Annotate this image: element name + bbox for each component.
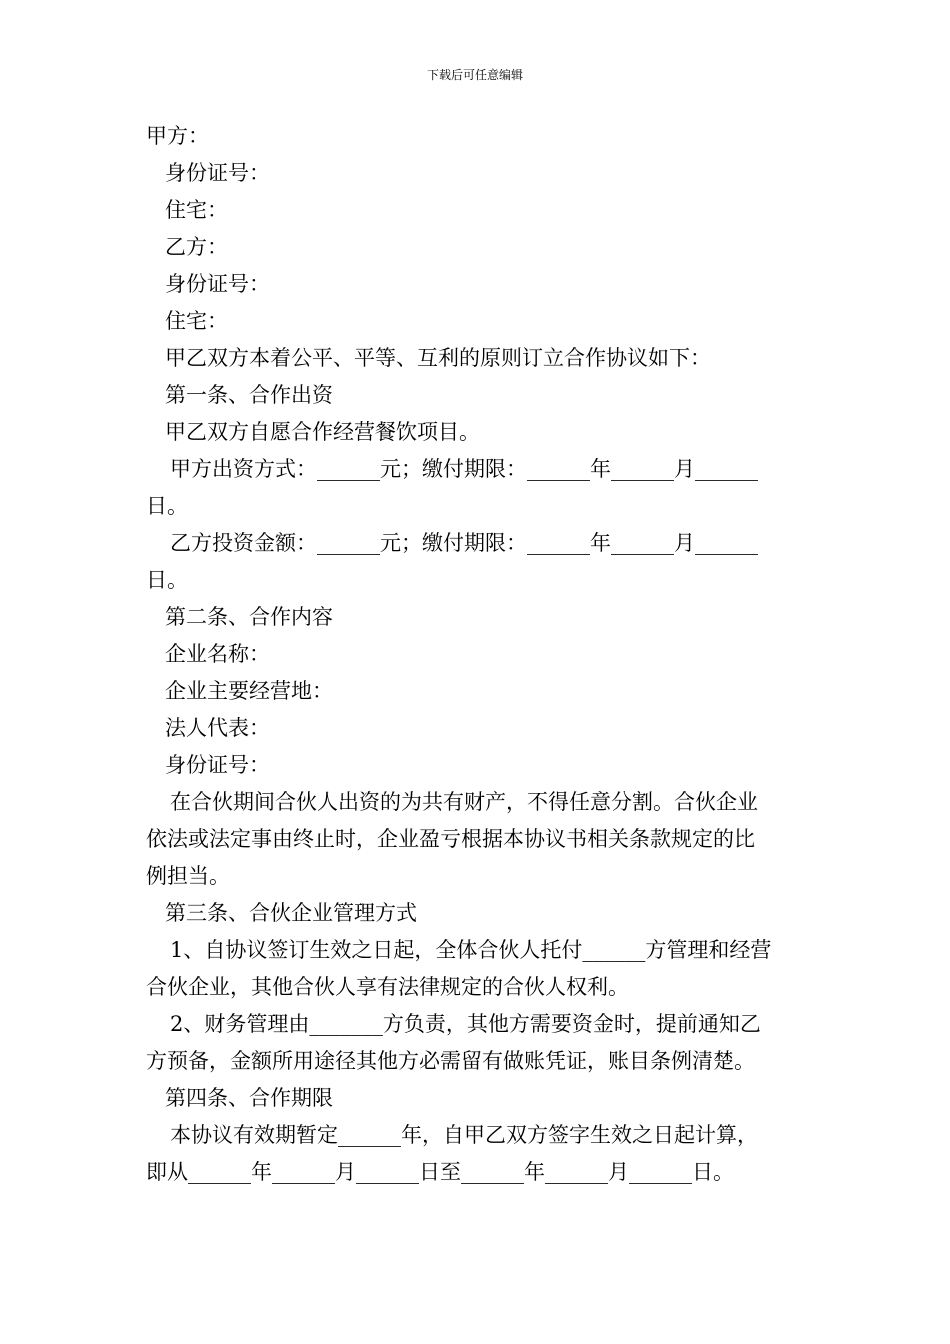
article-2-paragraph-line-3: 例担当。: [146, 864, 230, 888]
article-1-heading: 第一条、合作出资: [165, 383, 333, 407]
article-2-heading: 第二条、合作内容: [165, 605, 333, 629]
article-2-paragraph-line-2: 依法或法定事由终止时，企业盈亏根据本协议书相关条款规定的比: [146, 827, 755, 851]
article-3-item-2-line-2: 方预备，金额所用途径其他方必需留有做账凭证，账目条例清楚。: [146, 1049, 755, 1073]
party-b-contribution-cont: 日。: [146, 568, 188, 592]
header-note: 下载后可任意编辑: [426, 68, 523, 82]
legal-representative: 法人代表：: [165, 716, 270, 740]
party-b-contribution: 乙方投资金额：______元；缴付期限：______年______月______: [170, 531, 758, 555]
party-a-contribution-cont: 日。: [146, 494, 188, 518]
agreement-preamble: 甲乙双方本着公平、平等、互利的原则订立合作协议如下：: [165, 346, 711, 370]
party-b-residence: 住宅：: [165, 309, 228, 333]
article-2-paragraph-line-1: 在合伙期间合伙人出资的为共有财产，不得任意分割。合伙企业: [170, 790, 758, 814]
party-b-label: 乙方：: [165, 235, 228, 259]
party-a-id-number: 身份证号：: [165, 161, 270, 185]
article-4-paragraph-line-1: 本协议有效期暂定______年，自甲乙双方签字生效之日起计算，: [170, 1123, 758, 1147]
article-3-item-1-line-2: 合伙企业，其他合伙人享有法律规定的合伙人权利。: [146, 975, 629, 999]
party-a-residence: 住宅：: [165, 198, 228, 222]
article-3-item-2-line-1: 2、财务管理由_______方负责，其他方需要资金时，提前通知乙: [170, 1012, 761, 1036]
party-b-id-number: 身份证号：: [165, 272, 270, 296]
article-3-heading: 第三条、合伙企业管理方式: [165, 901, 417, 925]
party-a-contribution: 甲方出资方式：______元；缴付期限：______年______月______: [170, 457, 758, 481]
article-4-heading: 第四条、合作期限: [165, 1086, 333, 1110]
enterprise-location: 企业主要经营地：: [165, 679, 333, 703]
article-3-item-1-line-1: 1、自协议签订生效之日起，全体合伙人托付______方管理和经营: [170, 938, 772, 962]
party-a-label: 甲方：: [146, 124, 209, 148]
representative-id-number: 身份证号：: [165, 753, 270, 777]
article-4-paragraph-line-2: 即从______年______月______日至______年______月______日。: [146, 1160, 734, 1184]
contract-body: [146, 118, 810, 1191]
article-1-text: 甲乙双方自愿合作经营餐饮项目。: [165, 420, 480, 444]
enterprise-name: 企业名称：: [165, 642, 270, 666]
